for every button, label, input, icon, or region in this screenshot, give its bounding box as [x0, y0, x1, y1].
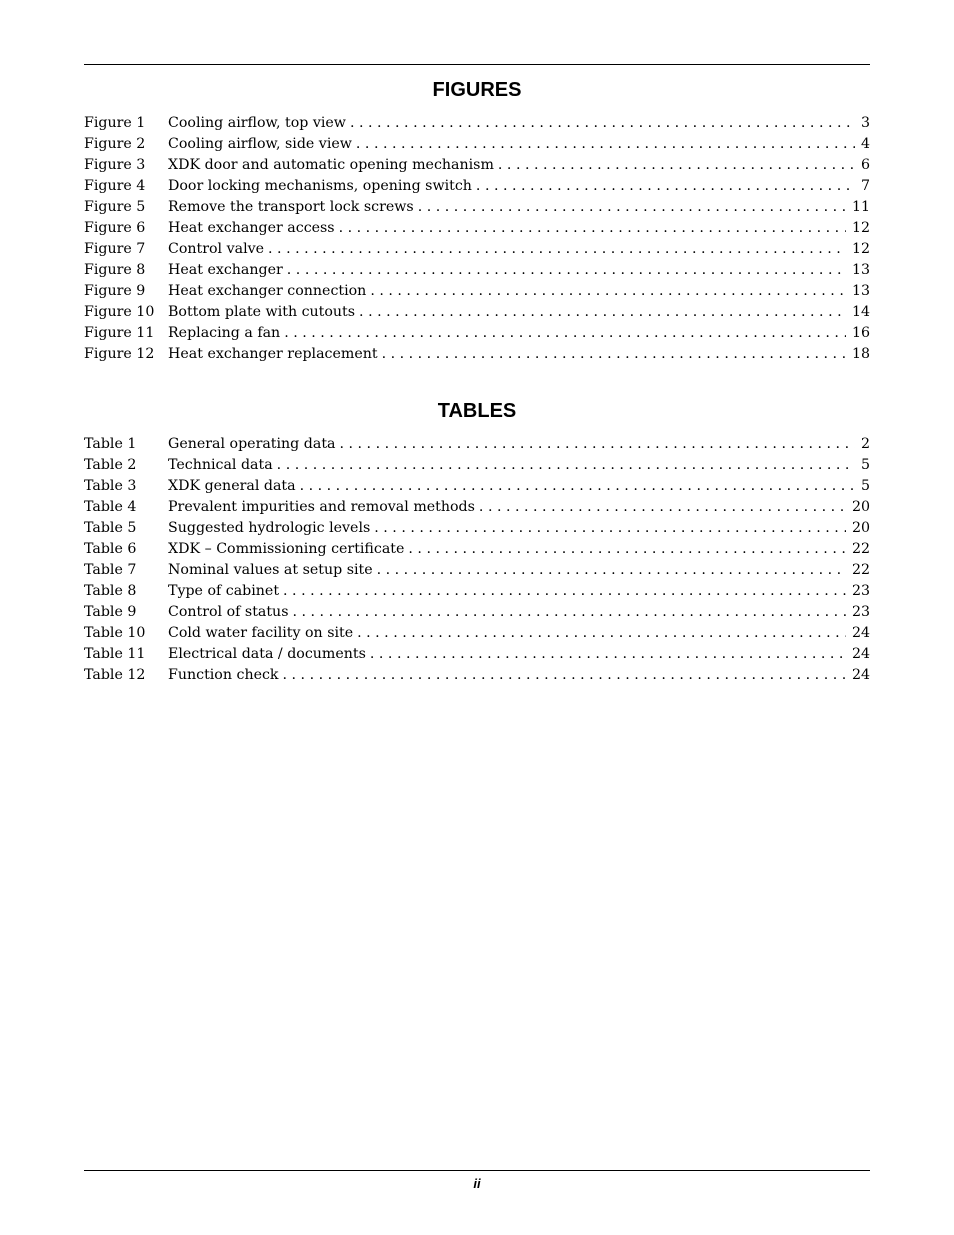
- toc-entry-title: Replacing a fan: [168, 325, 281, 341]
- toc-entry-page: 22: [851, 562, 870, 578]
- dot-leader: [283, 581, 846, 602]
- dot-leader: [339, 434, 854, 455]
- toc-entry-label: Table 3: [84, 478, 137, 494]
- dot-leader: [418, 197, 846, 218]
- toc-entry-title: Suggested hydrologic levels: [168, 520, 371, 536]
- toc-entry-title: Heat exchanger: [168, 262, 283, 278]
- toc-entry-title: General operating data: [168, 436, 336, 452]
- toc-entry-page: 12: [851, 241, 870, 257]
- dot-leader: [356, 134, 855, 155]
- toc-entry[interactable]: [84, 260, 870, 281]
- toc-entry-page: 18: [851, 346, 870, 362]
- toc-entry-title: Prevalent impurities and removal methods: [168, 499, 475, 515]
- toc-entry-label: Figure 10: [84, 304, 155, 320]
- dot-leader: [370, 281, 846, 302]
- toc-entry[interactable]: [84, 176, 870, 197]
- toc-entry[interactable]: [84, 323, 870, 344]
- toc-entry-label: Table 8: [84, 583, 137, 599]
- dot-leader: [408, 539, 846, 560]
- dot-leader: [277, 455, 855, 476]
- figures-list: [84, 113, 870, 365]
- figures-heading: FIGURES: [432, 79, 522, 101]
- toc-entry-title: Control valve: [168, 241, 265, 257]
- toc-entry-page: 23: [851, 604, 870, 620]
- toc-entry-label: Figure 2: [84, 136, 146, 152]
- toc-entry-page: 24: [851, 646, 870, 662]
- toc-entry-title: Cooling airflow, side view: [168, 136, 352, 152]
- dot-leader: [479, 497, 846, 518]
- dot-leader: [382, 344, 846, 365]
- dot-leader: [350, 113, 855, 134]
- toc-entry-page: 13: [851, 262, 870, 278]
- toc-entry[interactable]: [84, 602, 870, 623]
- toc-entry-title: Heat exchanger connection: [168, 283, 367, 299]
- toc-entry-page: 4: [860, 136, 870, 152]
- toc-entry-label: Table 10: [84, 625, 146, 641]
- toc-entry-label: Figure 1: [84, 115, 146, 131]
- toc-entry-page: 16: [851, 325, 870, 341]
- dot-leader: [300, 476, 855, 497]
- toc-entry-title: Heat exchanger access: [168, 220, 335, 236]
- toc-entry[interactable]: [84, 518, 870, 539]
- toc-entry-title: Door locking mechanisms, opening switch: [168, 178, 472, 194]
- toc-entry[interactable]: [84, 113, 870, 134]
- toc-entry[interactable]: [84, 581, 870, 602]
- toc-entry-label: Figure 4: [84, 178, 146, 194]
- toc-entry-label: Figure 3: [84, 157, 146, 173]
- toc-entry-page: 11: [851, 199, 870, 215]
- toc-entry-label: Table 4: [84, 499, 137, 515]
- dot-leader: [498, 155, 855, 176]
- toc-entry-label: Figure 12: [84, 346, 155, 362]
- dot-leader: [359, 302, 846, 323]
- dot-leader: [377, 560, 846, 581]
- toc-entry[interactable]: [84, 623, 870, 644]
- toc-entry-page: 24: [851, 625, 870, 641]
- toc-entry-title: XDK – Commissioning certificate: [168, 541, 405, 557]
- toc-entry-page: 24: [851, 667, 870, 683]
- toc-entry-title: Nominal values at setup site: [168, 562, 373, 578]
- toc-entry-label: Figure 8: [84, 262, 146, 278]
- toc-entry-page: 5: [860, 457, 870, 473]
- toc-entry-label: Table 12: [84, 667, 146, 683]
- toc-entry-label: Table 2: [84, 457, 137, 473]
- toc-entry[interactable]: [84, 281, 870, 302]
- toc-entry-page: 6: [860, 157, 870, 173]
- toc-entry-title: Remove the transport lock screws: [168, 199, 414, 215]
- toc-entry[interactable]: [84, 239, 870, 260]
- toc-entry[interactable]: [84, 455, 870, 476]
- toc-entry-label: Figure 11: [84, 325, 155, 341]
- toc-entry-title: Electrical data / documents: [168, 646, 366, 662]
- dot-leader: [292, 602, 845, 623]
- tables-list: [84, 434, 870, 686]
- toc-entry[interactable]: [84, 134, 870, 155]
- toc-entry-title: Cooling airflow, top view: [168, 115, 346, 131]
- toc-entry-label: Table 7: [84, 562, 137, 578]
- toc-entry-label: Table 6: [84, 541, 137, 557]
- toc-entry[interactable]: [84, 497, 870, 518]
- toc-entry[interactable]: [84, 434, 870, 455]
- toc-entry[interactable]: [84, 344, 870, 365]
- toc-entry-label: Table 11: [84, 646, 146, 662]
- toc-entry[interactable]: [84, 665, 870, 686]
- toc-entry-title: Control of status: [168, 604, 289, 620]
- toc-entry-title: XDK general data: [168, 478, 296, 494]
- toc-entry-title: Function check: [168, 667, 279, 683]
- toc-entry-page: 20: [851, 520, 870, 536]
- tables-heading: TABLES: [437, 400, 517, 422]
- toc-entry-title: Technical data: [168, 457, 273, 473]
- dot-leader: [284, 323, 846, 344]
- toc-entry[interactable]: [84, 302, 870, 323]
- dot-leader: [268, 239, 846, 260]
- toc-entry-page: 2: [860, 436, 870, 452]
- dot-leader: [370, 644, 846, 665]
- toc-entry-page: 12: [851, 220, 870, 236]
- toc-entry-title: Type of cabinet: [168, 583, 280, 599]
- toc-entry-title: Cold water facility on site: [168, 625, 354, 641]
- toc-entry-page: 13: [851, 283, 870, 299]
- dot-leader: [339, 218, 846, 239]
- toc-entry[interactable]: [84, 539, 870, 560]
- footer-rule: [84, 1170, 870, 1171]
- toc-entry[interactable]: [84, 218, 870, 239]
- toc-entry-label: Table 1: [84, 436, 137, 452]
- toc-entry-page: 22: [851, 541, 870, 557]
- dot-leader: [476, 176, 855, 197]
- page-number: ii: [473, 1176, 481, 1191]
- toc-entry-page: 5: [860, 478, 870, 494]
- toc-entry-title: Heat exchanger replacement: [168, 346, 378, 362]
- toc-entry-page: 3: [860, 115, 870, 131]
- header-rule: [84, 64, 870, 65]
- toc-entry-title: Bottom plate with cutouts: [168, 304, 356, 320]
- toc-entry-page: 14: [851, 304, 870, 320]
- toc-entry-page: 20: [851, 499, 870, 515]
- toc-entry[interactable]: [84, 155, 870, 176]
- toc-entry[interactable]: [84, 560, 870, 581]
- dot-leader: [357, 623, 846, 644]
- toc-entry[interactable]: [84, 476, 870, 497]
- toc-entry-page: 23: [851, 583, 870, 599]
- toc-entry[interactable]: [84, 644, 870, 665]
- dot-leader: [287, 260, 846, 281]
- toc-entry[interactable]: [84, 197, 870, 218]
- toc-entry-label: Figure 9: [84, 283, 146, 299]
- toc-entry-page: 7: [860, 178, 870, 194]
- toc-entry-title: XDK door and automatic opening mechanism: [168, 157, 494, 173]
- toc-entry-label: Table 9: [84, 604, 137, 620]
- toc-entry-label: Table 5: [84, 520, 137, 536]
- toc-entry-label: Figure 7: [84, 241, 146, 257]
- dot-leader: [283, 665, 846, 686]
- dot-leader: [374, 518, 846, 539]
- toc-entry-label: Figure 5: [84, 199, 146, 215]
- toc-entry-label: Figure 6: [84, 220, 146, 236]
